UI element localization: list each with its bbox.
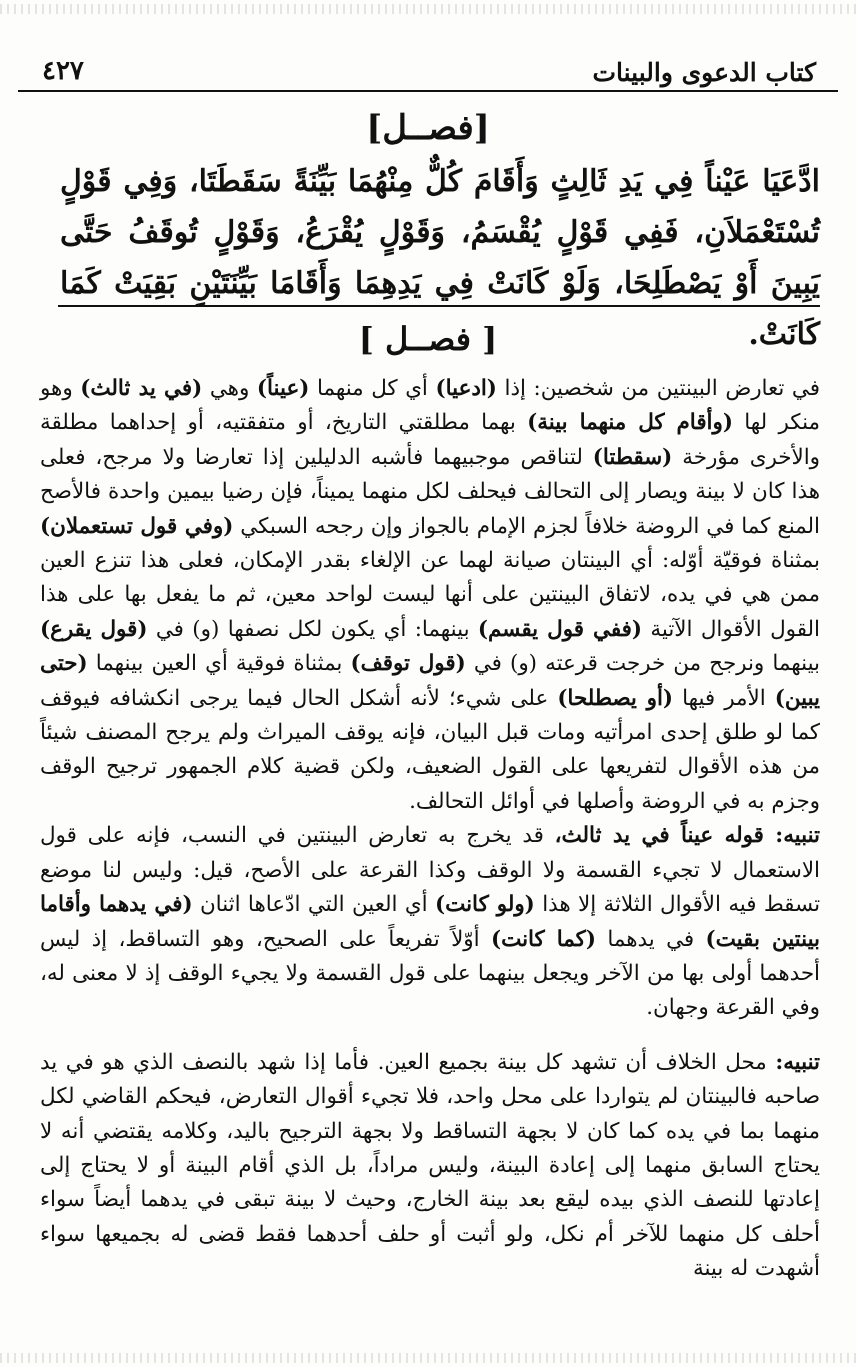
sharh-paragraph-3 (40, 1046, 820, 1287)
text-run: بهما مطلقتي التاريخ، أو متفقتيه، أو إحداهما مطلقة والأخرى مؤرخة (40, 410, 820, 470)
text-run: محل الخلاف أن تشهد كل بينة بجميع العين. فأما إذا شهد بالنصف الذي هو في يد صاحبه فالبينتان لم يتواردا على محل واحد، فلا تجيء أقوال التعارض، فيحكم القاضي لكل منهما بما في يده كما كان لا بجهة التساقط ولا بجهة الترجيح باليد، وكلامه يقتضي أنه لا يحتاج السابق منهما إلى إعادة البينة، وليس مراداً، بل الذي أقام البينة أو لا يحتاج إلى إعادتها للنصف الذي بيده ليقع بعد بينة الخارج، وحيث لا بينة تبقى في يدهما أيضاً سواء أحلف كل منهما للآخر أم نكل، ولو أثبت أو حلف أحدهما فقط قضى له بجميعها سواء أشهدت له بينة (40, 1049, 820, 1282)
header-rule (18, 90, 838, 92)
matn-paragraph: ادَّعَيَا عَيْناً فِي يَدِ ثَالِثٍ وَأَقَامَ كُلٌّ مِنْهُمَا بَيِّنَةً سَقَطَتَا، وَفِي قَوْلٍ تُسْتَعْمَلاَنِ، فَفِي قَوْلٍ يُقْسَمُ، وَقَوْلٍ يُقْرَعُ، وَقَوْلٍ تُوقَفُ حَتَّى يَبِينَ أَوْ يَصْطَلِحَا، وَلَوْ كَانَتْ فِي يَدِهِمَا وَأَقَامَا بَيِّنَتَيْنِ بَقِيَتْ كَمَا كَانَتْ. (60, 164, 820, 352)
quoted-matn: (قول يقرع) (40, 616, 148, 642)
quoted-matn: (قول توقف) (350, 651, 466, 677)
section-heading-text: [ فصــل ] (358, 320, 498, 358)
text-run: على شيء؛ لأنه أشكل الحال فيما يرجى انكشافه فيوقف كما لو طلق إحدى امرأتيه ومات قبل البيان، فإنه يوقف الميراث ولم يرجح المصنف شيئاً من هذه الأقوال لتفريعها على القول الضعيف، ولكن قضية كلام الجمهور ترجيح الوقف وجزم به في الروضة وأصلها في أوائل التحالف. (40, 685, 820, 814)
quoted-matn: (ولو كانت) (434, 892, 535, 918)
page-number: ٤٢٧ (42, 56, 84, 86)
section-heading-text: [فصــل] (366, 108, 490, 148)
text-run: وهو منكر لها (40, 376, 821, 436)
sharh-paragraph-1 (40, 372, 820, 819)
quoted-matn: (وأقام كل منهما بينة) (527, 410, 733, 436)
text-run: في تعارض البينتين من شخصين: إذا (496, 376, 820, 401)
quoted-matn: (كما كانت) (490, 926, 596, 952)
text-run: بمثناة فوقيّة أوّله: أي البينتان صيانة لهما عن الإلغاء بقدر الإمكان، فعلى هذا تنزع العين ممن هي في يده، لاتفاق البينتين على أنها ليست لواحد معين، ثم ما يفعل بها على هذا القول الأقوال الآتية (40, 548, 820, 642)
text-run: بينهما: أي يكون لكل نصفها (و) في (147, 616, 478, 642)
page-header (18, 52, 838, 92)
scan-noise-bottom (0, 1353, 856, 1363)
quoted-matn: (سقطتا) (592, 444, 673, 470)
quoted-matn: (وفي قول تستعملان) (40, 513, 234, 539)
text-run: الأمر فيها (673, 685, 775, 711)
text-run: أي العين التي ادّعاها اثنان (192, 892, 435, 918)
quoted-matn: (في يدهما وأقاما بينتين بقيت) (40, 892, 820, 952)
note-label: تنبيه: قوله عيناً في يد ثالث، (554, 823, 820, 849)
quoted-matn: (ادعيا) (435, 376, 497, 401)
quoted-matn: (أو يصطلحا) (557, 685, 674, 711)
quoted-matn: (ففي قول يقسم) (477, 616, 643, 642)
section-heading-matn (0, 108, 856, 148)
text-run: أوّلاً تفريعاً على الصحيح، وهو التساقط، إذ ليس أحدهما أولى بها من الآخر ويجعل بينهما على قول القسمة ولا يجيء الوقف إذ لا معنى له، وفي القرعة وجهان. (40, 926, 820, 1021)
quoted-matn: (حتى يبين) (40, 651, 820, 711)
text-run: في يدهما (595, 926, 706, 952)
text-run: قد يخرج به تعارض البينتين في النسب، فإنه على قول الاستعمال لا تجيء القسمة ولا الوقف وكذا القرعة على الأصح، قيل: وليس لنا موضع تسقط فيه الأقوال الثلاثة إلا هذا (40, 823, 821, 918)
sharh-paragraph-2 (40, 819, 820, 1025)
text-run: وهي (202, 376, 257, 401)
note-label: تنبيه: (775, 1049, 820, 1075)
matn-separator-rule (58, 305, 820, 307)
running-title: كتاب الدعوى والبينات (592, 58, 816, 87)
quoted-matn: (عيناً) (256, 376, 310, 401)
quoted-matn: (في يد ثالث) (80, 376, 203, 401)
section-heading-sharh (0, 320, 856, 358)
sharh-text-block (40, 372, 820, 1287)
scan-noise-top (0, 4, 856, 14)
text-run: بينهما ونرجح من خرجت قرعته (و) في (465, 651, 820, 677)
text-run: أي كل منهما (309, 376, 436, 401)
text-run: بمثناة فوقية أي العين بينهما (87, 651, 351, 677)
text-run: لتناقص موجبيهما فأشبه الدليلين إذا تعارضا ولا مرجح، فعلى هذا كان لا بينة ويصار إلى التحالف فيحلف لكل منهما يميناً، فإن رضيا بيمين واحدة فالأصح المنع كما في الروضة خلافاً لجزم الإمام بالجواز وإن رجحه السبكي (40, 444, 820, 539)
